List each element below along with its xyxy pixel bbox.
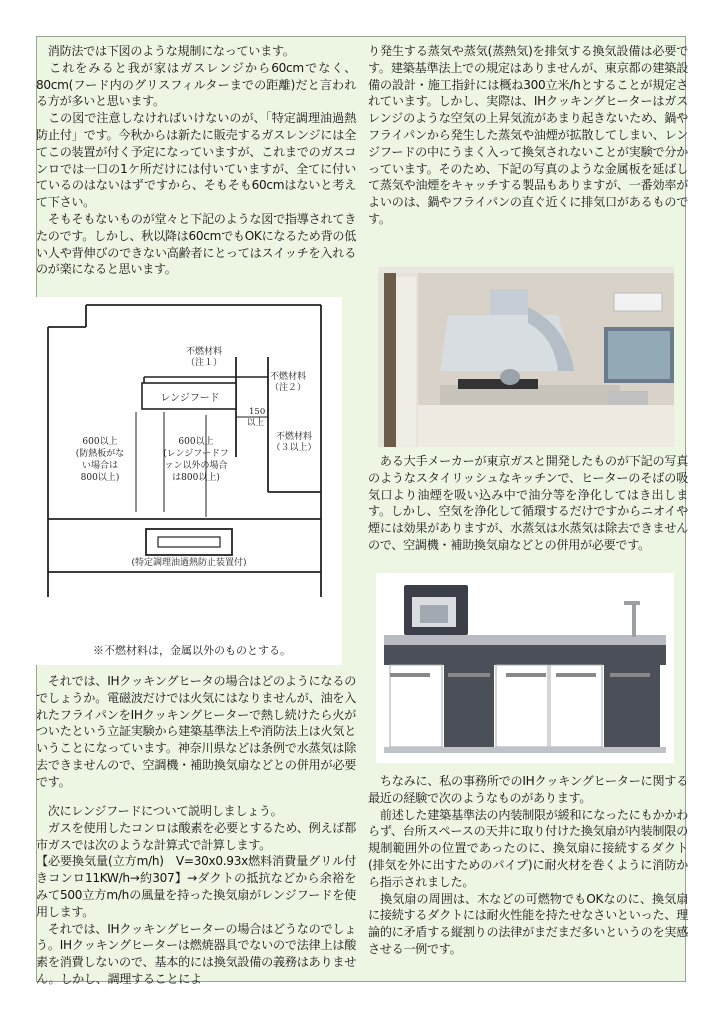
range-hood-label: レンジフード: [160, 393, 220, 404]
noncombustible-label-1: 不燃材料: [185, 347, 223, 357]
middle-dimension-1: 600以上: [178, 437, 214, 447]
middle-dimension-2: (レンジフードフ: [163, 449, 229, 459]
left-text-block-1: [36, 43, 356, 278]
left-dimension-2: (防熱板がな: [75, 449, 125, 459]
right-text-block-2: [368, 453, 688, 554]
left-dimension-1: 600以上: [82, 437, 118, 447]
range-hood-photo-svg: [378, 267, 674, 447]
right-paragraph-ventilation: り発生する蒸気や蒸気(蒸熱気)を排気する換気設備は必要です。建築基準法上での規定はありませんが、東京都の建築設備の設計・施工指針には概ね300立米/hとすることが規定されています。しかし、実際は、IHクッキングヒーターはガスレンジのような空気の上昇気流があまり起きないため、鍋やフライパンから発生した蒸気や油煙が拡散してしまい、レンジフードの中にうまく入って換気されないことが実験で分かっています。そのため、下記の写真のような金属板を延ばして蒸気や油煙をキャッチする製品もありますが、一番効率がよいのは、鍋やフライパンの直ぐ近くに排気口があるものです。: [368, 44, 688, 226]
noncombustible-label-3: 不燃材料: [275, 432, 313, 442]
note-2-label: （注２）: [269, 383, 307, 393]
left-dimension-4: 800以上): [80, 473, 120, 483]
clearance-150-suffix: 以上: [247, 418, 265, 428]
middle-dimension-3: ァン以外の場合: [164, 461, 228, 471]
middle-dimension-4: は800以上): [172, 473, 220, 483]
diagram-svg: [36, 297, 342, 665]
range-hood-photo: [378, 267, 674, 447]
stylish-kitchen-photo: [376, 573, 674, 763]
left-text-block-2: [36, 673, 356, 791]
left-paragraph-intro: 消防法では下図のような規制になっています。 これをみると我が家はガスレンジから60cmでなく、80cm(フード内のグリスフィルターまでの距離)だと言われる方が多いと思います。 この図で注意しなければいけないのが、「特定調理油過熱防止付」です。今秋からは新たに販売するガスレンジには全てこの装置が付く予定になっていますが、これまでのガスコンロでは一口の1ケ所だけには付いていますが、全てに付いているのはないはずですから、そもそも60cmはないと考えて下さい。 そもそもないものが堂々と下記のような図で指導されてきたのです。しかし、秋以降は60cmでもOKになるため背の低い人や背伸びのできない高齢者にとってはスイッチを入れるのが楽になると思います。: [36, 44, 356, 277]
left-text-block-3: [36, 803, 356, 988]
note-1-label: （注１）: [185, 358, 223, 368]
right-text-block-1: [368, 43, 688, 228]
note-3-label: （３以上）: [271, 443, 317, 453]
stylish-kitchen-photo-svg: [376, 573, 674, 763]
left-dimension-3: い場合は: [81, 461, 119, 471]
diagram-footnote: ※不燃材料は，金属以外のものとする。: [93, 644, 291, 657]
left-paragraph-rangehood: 次にレンジフードについて説明しましょう。 ガスを使用したコンロは酸素を必要とするため、例えば都市ガスでは次のような計算式で計算します。 【必要換気量(立方m/h) V=30x0.93x燃料消費量グリル付きコンロ11KW/h→約307】→ダクトの抵抗などから余裕をみて500立方m/hの風量を持った換気扇がレンジフードを使用します。 それでは、IHクッキングヒーターの場合はどうなのでしょう。IHクッキングヒーターは燃焼器具でないので法律上は酸素を消費しないので、基本的には換気設備の義務はありません。しかし、調理することによ: [36, 804, 356, 986]
right-paragraph-experience: ちなみに、私の事務所でのIHクッキングヒーターに関する最近の経験で次のようなものがあります。 前述した建築基準法の内装制限が緩和になったにもかかわらず、台所スペースの天井に取り付けた換気扇が内装制限の規制範囲外の位置であったのに、換気扇に接続するダクト(排気を外に出すためのパイプ)に耐火材を巻くように消防から指示されました。 換気扇の周囲は、木などの可燃物でもOKなのに、換気扇に接続するダクトには耐火性能を持たせなさいといった、理論的に矛盾する縦割りの法律がまだまだ多いというのを実感させる一例です。: [368, 774, 688, 956]
fire-code-diagram: [36, 297, 342, 665]
right-text-block-3: [368, 773, 688, 958]
left-paragraph-ih: それでは、IHクッキングヒータの場合はどのようになるのでしょうか。電磁波だけでは火気にはなりませんが、油を入れたフライパンをIHクッキングヒーターで熱し続けたら火がついたという立証実験から建築基準法上や消防法上は火気ということになっています。神奈川県などは条例で水蒸気は除去できませんので、空調機・補助換気扇などとの併用が必要です。: [36, 674, 356, 789]
stove-caption: (特定調理油過熱防止装置付): [131, 558, 247, 568]
right-paragraph-manufacturer: ある大手メーカーが東京ガスと開発したものが下記の写真のようなスタイリッシュなキッチンで、ヒーターのそばの吸気口より油煙を吸い込み中で油分等を浄化してはき出します。しかし、空気を浄化して循環するだけですからニオイや煙には効果がありますが、水蒸気は水蒸気は除去できませんので、空調機・補助換気扇などとの併用が必要です。: [368, 454, 688, 552]
noncombustible-label-2: 不燃材料: [269, 372, 307, 382]
clearance-150-label: 150: [249, 407, 266, 417]
